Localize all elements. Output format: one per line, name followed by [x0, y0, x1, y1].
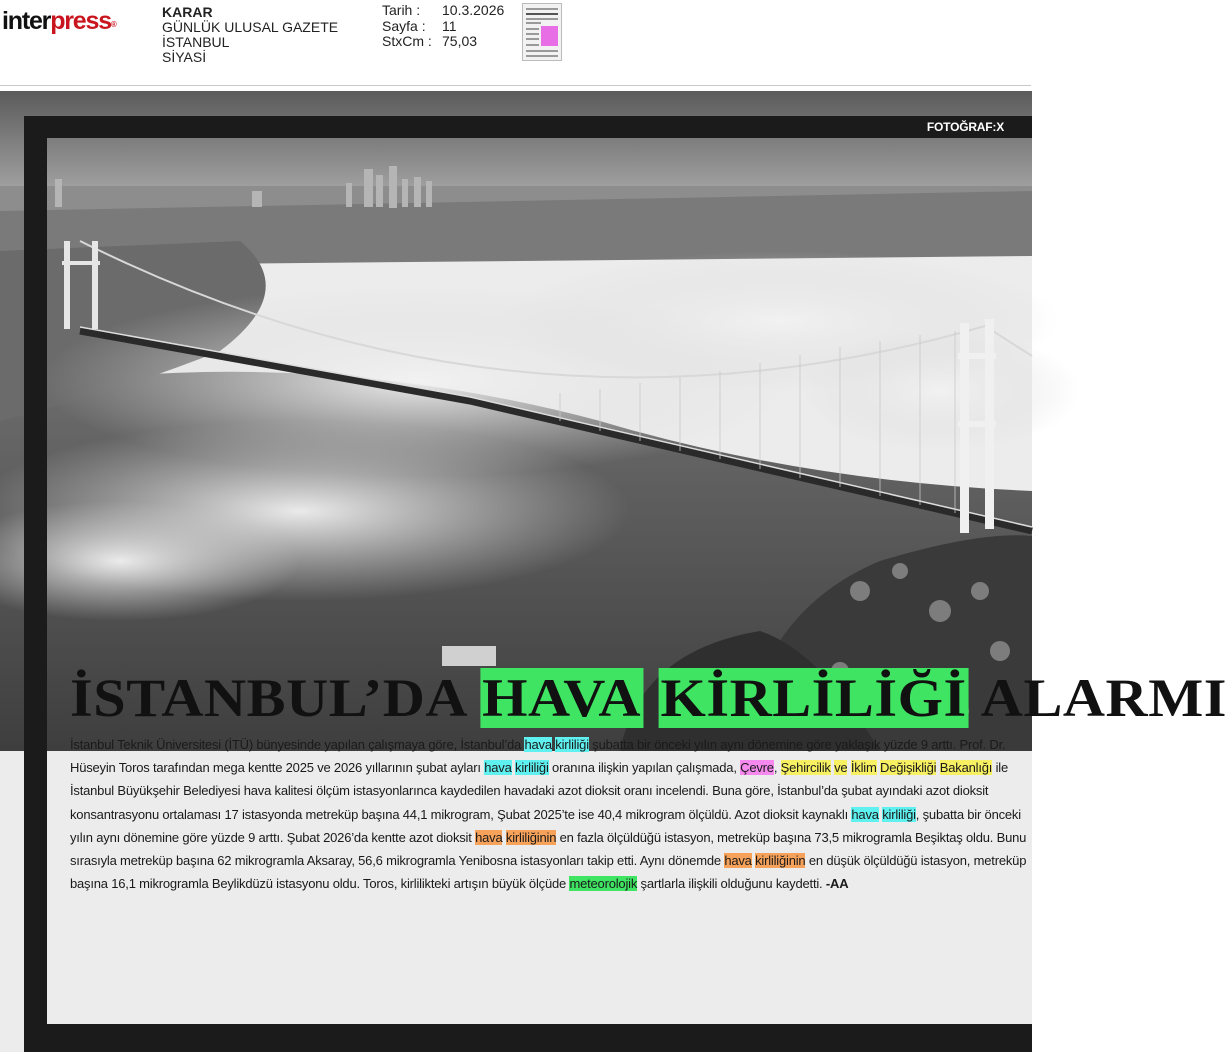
- text-segment: ile İstanbul Büyükşehir Belediyesi hava kalitesi ölçüm istasyonlarınca kaydedilen havadaki azot dioksit oranı incelendi. Buna göre, İstanbul’da şubat ayındaki azot dioksit konsantrasyonu ortalaması 17 istasyonda metreküp başına 44,1 mikrogram, Şubat 2025’te ise 40,4 mikrogram ölçüldü. Azot dioksit kaynaklı: [70, 760, 1008, 822]
- highlighted-keyword: Bakanlığı: [939, 760, 993, 776]
- meta-value: 75,03: [442, 33, 478, 49]
- frame-left-bar: [24, 116, 47, 1052]
- headline-text: ALARMI: [968, 668, 1227, 728]
- headline-text: İSTANBUL’DA: [70, 668, 480, 728]
- article-paragraph: [70, 733, 1032, 895]
- registered-mark: ®: [110, 20, 116, 29]
- byline: -AA: [825, 876, 849, 892]
- clipping-meta: [382, 3, 504, 50]
- header-divider: [0, 85, 1031, 86]
- headline-highlight: HAVA: [480, 668, 643, 728]
- text-segment: şartlarla ilişkili olduğunu kaydetti.: [637, 876, 826, 892]
- meta-value: 11: [442, 17, 457, 34]
- highlighted-keyword: kirliliği: [555, 737, 589, 752]
- frame-top-bar: [24, 116, 1032, 138]
- text-segment: en fazla ölçüldüğü istasyon, metreküp başına 73,5 mikrogramla Beşiktaş oldu. Bunu sırasıyla metreküp başına 62 mikrogramla Aksaray, 56,6 mikrogramla Yenibosna istasyonları takip etti. Aynı dönemde: [70, 829, 1027, 869]
- highlighted-keyword: Şehircilik: [780, 760, 831, 776]
- meta-value: 10.3.2026: [442, 2, 505, 18]
- meta-row-page: [382, 19, 504, 35]
- highlighted-keyword: hava: [851, 806, 879, 822]
- headline-highlight: KİRLİLİĞİ: [658, 668, 969, 728]
- meta-label: StxCm :: [382, 33, 432, 49]
- text-segment: en düşük ölçüldüğü istasyon, metreküp başına 16,1 mikrogramla Beylikdüzü istasyonu oldu. Toros, kirlilikteki artışın büyük ölçüde: [70, 853, 1027, 892]
- publication-name: KARAR: [162, 4, 213, 20]
- headline-space: [643, 668, 658, 728]
- publication-info: [162, 5, 338, 65]
- publication-section: SİYASİ: [162, 49, 207, 65]
- meta-row-date: [382, 3, 504, 19]
- text-segment: ,: [773, 760, 781, 776]
- article-body: [70, 733, 1032, 895]
- highlighted-keyword: Değişikliği: [880, 760, 937, 776]
- highlighted-keyword: hava: [484, 760, 512, 776]
- publication-type: GÜNLÜK ULUSAL GAZETE: [162, 19, 339, 35]
- meta-row-size: [382, 34, 504, 50]
- highlighted-keyword: Çevre: [740, 760, 774, 776]
- text-segment: oranına ilişkin yapılan çalışmada,: [548, 760, 741, 776]
- highlighted-keyword: kirliliğinin: [505, 829, 557, 845]
- page-thumbnail[interactable]: [522, 3, 562, 61]
- article-headline: [70, 668, 1227, 728]
- logo-text-inter: inter: [2, 7, 51, 35]
- publication-city: İSTANBUL: [162, 34, 230, 50]
- highlighted-keyword: ve: [834, 760, 848, 776]
- highlighted-keyword: kirliliğinin: [755, 853, 806, 869]
- text-segment: , şubatta bir önceki yılın aynı dönemine göre yüzde 9 arttı. Şubat 2026’da kentte azot dioksit: [70, 806, 1021, 845]
- highlighted-keyword: hava: [524, 737, 552, 752]
- frame-bottom-bar: [24, 1024, 1032, 1052]
- highlighted-keyword: İklim: [850, 760, 877, 776]
- highlighted-keyword: hava: [724, 853, 752, 869]
- meta-label: Tarih :: [382, 2, 421, 18]
- highlighted-keyword: meteorolojik: [569, 876, 638, 892]
- photo-credit: FOTOĞRAF:X: [926, 120, 1004, 134]
- bosphorus-bridge-photo: [0, 91, 1032, 751]
- newspaper-clipping: [0, 91, 1032, 1052]
- highlight-marker: [541, 26, 558, 46]
- text-segment: şubatta bir önceki yılın aynı dönemine göre yaklaşık yüzde 9 arttı. Prof. Dr. Hüseyin Toros tarafından mega kentte 2025 ve 2026 yıllarının şubat ayları: [70, 737, 1006, 776]
- highlighted-keyword: kirliliği: [515, 760, 549, 776]
- highlighted-keyword: hava: [475, 829, 503, 845]
- logo-text-press: press: [50, 7, 111, 35]
- text-segment: İstanbul Teknik Üniversitesi (İTÜ) bünyesinde yapılan çalışmaya göre, İstanbul’da: [70, 737, 525, 752]
- meta-label: Sayfa :: [382, 17, 426, 34]
- interpress-logo: [2, 6, 116, 36]
- highlighted-keyword: kirliliği: [882, 806, 916, 822]
